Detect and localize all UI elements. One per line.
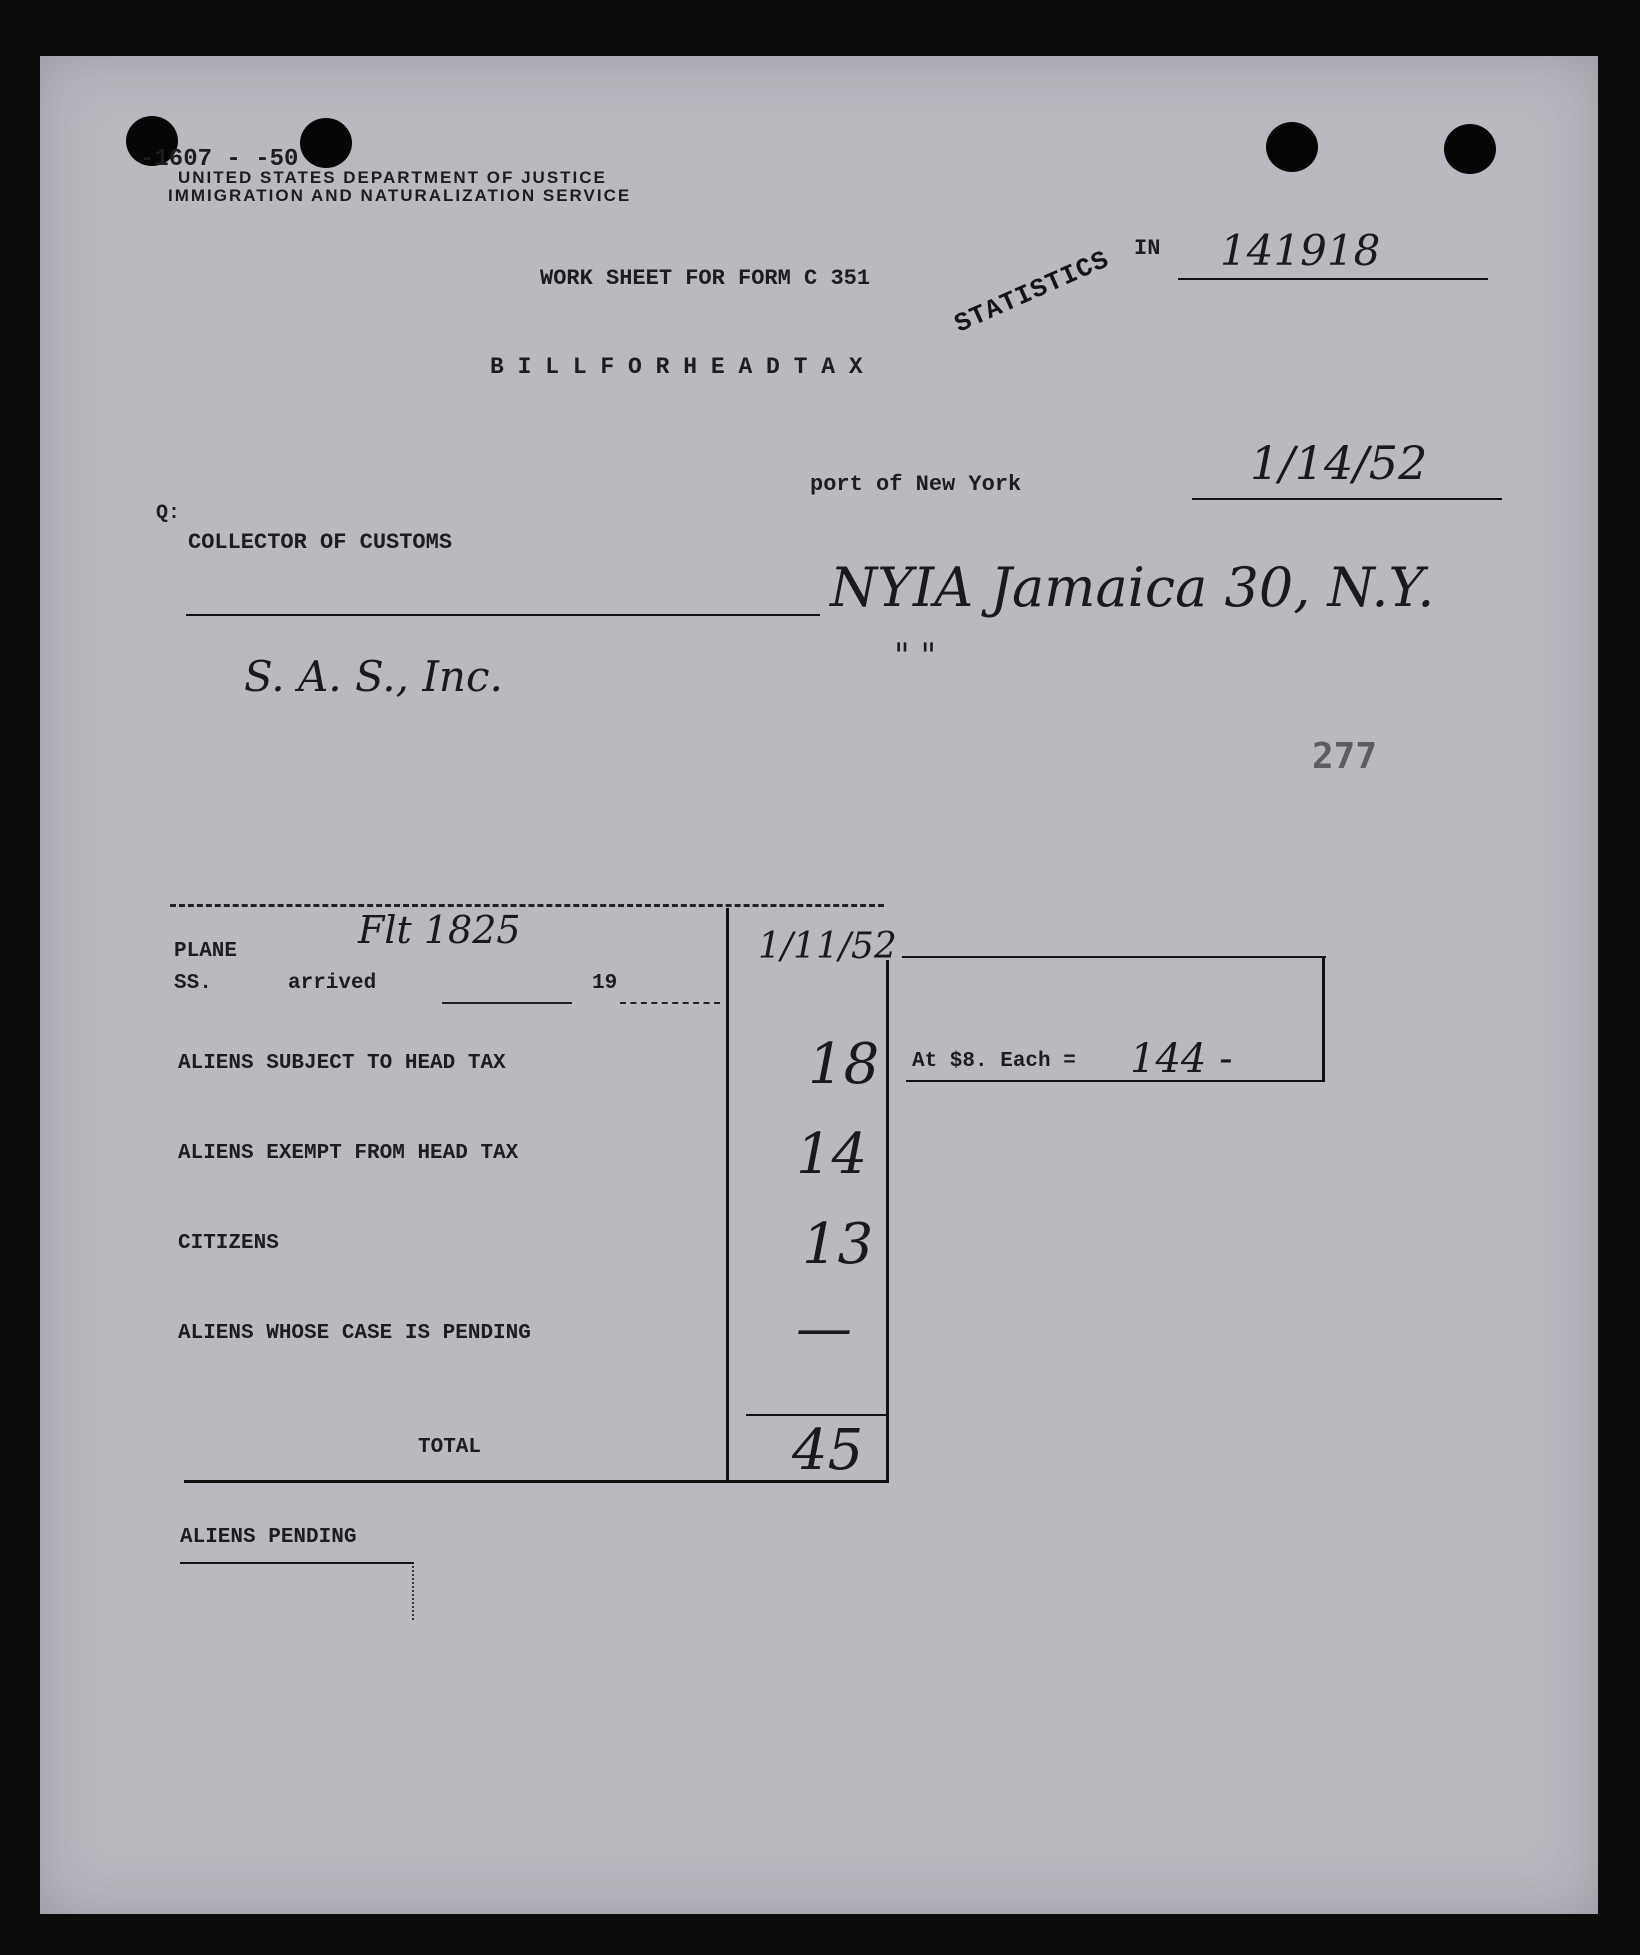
worksheet-title: WORK SHEET FOR FORM C 351 [540, 266, 871, 291]
arrived-underline [442, 1002, 572, 1004]
rate-amount: 144 - [1130, 1036, 1233, 1082]
punch-hole-icon [1266, 122, 1318, 172]
aliens-pending-dotted-line [412, 1566, 414, 1620]
row-value-subject: 18 [808, 1032, 880, 1097]
punch-hole-icon [300, 118, 352, 168]
rate-box-bottom [906, 1080, 1324, 1082]
rate-box-right [1322, 956, 1325, 1082]
service-name: IMMIGRATION AND NATURALIZATION SERVICE [168, 186, 632, 205]
bill-title: B I L L F O R H E A D T A X [490, 354, 863, 380]
punch-hole-icon [1444, 124, 1496, 174]
company-handwritten: S. A. S., Inc. [244, 652, 503, 701]
year-prefix: 19 [592, 972, 618, 995]
rate-box-top [902, 956, 1326, 958]
in-number: 141918 [1220, 226, 1381, 275]
aliens-pending-underline [180, 1562, 414, 1564]
arrival-date: 1/11/52 [758, 926, 897, 967]
statistics-stamp: STATISTICS [950, 244, 1114, 340]
port-label: port of New York [810, 472, 1022, 497]
row-value-pending: — [796, 1296, 852, 1361]
port-date: 1/14/52 [1250, 436, 1428, 490]
port-date-underline [1192, 498, 1502, 500]
stamped-number: 277 [1312, 736, 1378, 777]
to-label: Q: [156, 502, 181, 525]
table-divider-right [886, 960, 889, 1482]
total-label: TOTAL [418, 1436, 482, 1459]
row-label-exempt: ALIENS EXEMPT FROM HEAD TAX [178, 1142, 519, 1165]
collector-underline [186, 614, 820, 616]
table-divider-left [726, 908, 729, 1482]
total-value: 45 [792, 1418, 864, 1483]
in-label: IN [1134, 236, 1161, 261]
flight-handwritten: Flt 1825 [358, 908, 521, 952]
total-rule [746, 1414, 886, 1416]
in-number-underline [1178, 278, 1488, 280]
row-label-subject: ALIENS SUBJECT TO HEAD TAX [178, 1052, 506, 1075]
table-bottom-rule [184, 1480, 889, 1483]
year-underline [620, 1002, 720, 1004]
table-top-rule [170, 904, 884, 907]
document-page [40, 56, 1598, 1914]
ss-label: SS. [174, 972, 212, 995]
row-label-citizens: CITIZENS [178, 1232, 279, 1255]
row-label-pending: ALIENS WHOSE CASE IS PENDING [178, 1322, 531, 1345]
aliens-pending-label: ALIENS PENDING [180, 1526, 357, 1549]
collector-label: COLLECTOR OF CUSTOMS [188, 530, 453, 555]
arrived-label: arrived [288, 972, 377, 995]
plane-label: PLANE [174, 940, 238, 963]
row-value-citizens: 13 [802, 1212, 874, 1277]
department-name: UNITED STATES DEPARTMENT OF JUSTICE [178, 168, 607, 187]
row-value-exempt: 14 [796, 1122, 868, 1187]
location-handwritten: NYIA Jamaica 30, N.Y. [830, 556, 1435, 619]
rate-label: At $8. Each = [912, 1050, 1076, 1073]
file-number: -1607 - -50 [140, 146, 299, 173]
ditto-marks: " " [894, 636, 937, 676]
